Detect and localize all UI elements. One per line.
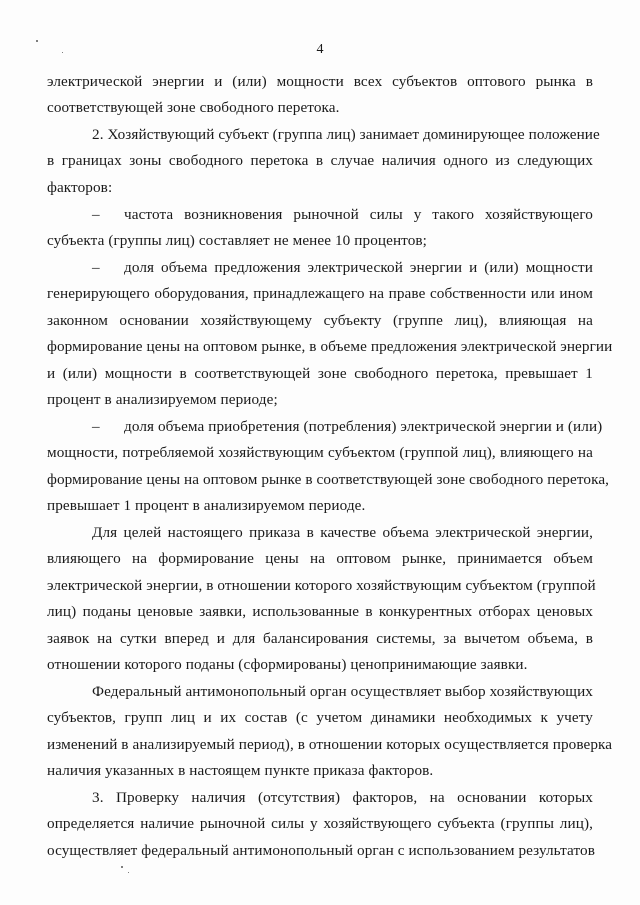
line-text: мощности, потребляемой хозяйствующим субъектом (группой лиц), влияющего на — [47, 444, 593, 461]
line-text: 2. Хозяйствующий субъект (группа лиц) занимает доминирующее положение — [92, 126, 600, 143]
line-text: заявок на сутки вперед и для балансирования системы, за вычетом объема, в — [47, 630, 593, 647]
list-dash: – — [92, 418, 100, 435]
line-text: формирование цены на оптовом рынке, в объеме предложения электрической энергии — [47, 338, 613, 355]
text-line — [47, 735, 613, 755]
text-line — [47, 576, 596, 596]
line-text: частота возникновения рыночной силы у такого хозяйствующего — [124, 206, 593, 223]
text-line — [92, 523, 593, 543]
line-text: Для целей настоящего приказа в качестве объема электрической энергии, — [92, 524, 593, 541]
line-text: Федеральный антимонопольный орган осуществляет выбор хозяйствующих — [92, 683, 593, 700]
text-line — [47, 841, 593, 861]
text-line — [47, 311, 593, 331]
line-text: факторов: — [47, 179, 113, 196]
text-line — [47, 231, 593, 251]
line-text: формирование цены на оптовом рынке в соответствующей зоне свободного перетока, — [47, 471, 610, 488]
text-line — [47, 390, 593, 410]
line-text: электрической энергии и (или) мощности всех субъектов оптового рынка в — [47, 73, 593, 90]
line-text: изменений в анализируемый период), в отношении которых осуществляется проверка — [47, 736, 613, 753]
scan-speck — [62, 52, 63, 53]
text-line — [47, 708, 593, 728]
text-line — [47, 470, 610, 490]
line-text: и (или) мощности в соответствующей зоне свободного перетока, превышает 1 — [47, 365, 593, 382]
text-line — [47, 629, 593, 649]
text-line — [47, 151, 593, 171]
text-line — [47, 284, 593, 304]
line-text: определяется наличие рыночной силы у хозяйствующего субъекта (группы лиц), — [47, 815, 593, 832]
line-text: электрической энергии, в отношении которого хозяйствующим субъектом (группой — [47, 577, 596, 594]
line-text: отношении которого поданы (сформированы) ценопринимающие заявки. — [47, 656, 528, 673]
line-text: в границах зоны свободного перетока в случае наличия одного из следующих — [47, 152, 593, 169]
scan-speck — [121, 866, 123, 868]
line-text: генерирующего оборудования, принадлежащего на праве собственности или ином — [47, 285, 593, 302]
text-line — [47, 364, 593, 384]
text-line — [47, 72, 593, 92]
line-text: наличия указанных в настоящем пункте приказа факторов. — [47, 762, 434, 779]
line-text: субъекта (группы лиц) составляет не менее 10 процентов; — [47, 232, 428, 249]
line-text: процент в анализируемом периоде; — [47, 391, 278, 408]
text-line — [47, 178, 593, 198]
text-line — [47, 655, 593, 675]
text-line — [47, 496, 593, 516]
scan-speck — [128, 872, 129, 873]
line-text: лиц) поданы ценовые заявки, использованные в конкурентных отборах ценовых — [47, 603, 593, 620]
line-text: превышает 1 процент в анализируемом периоде. — [47, 497, 366, 514]
text-line — [92, 682, 593, 702]
list-dash: – — [92, 259, 100, 276]
line-text: влияющего на формирование цены на оптовом рынке, принимается объем — [47, 550, 593, 567]
text-line — [47, 602, 593, 622]
text-line — [47, 549, 593, 569]
page-number: 4 — [316, 42, 324, 57]
text-line — [47, 814, 593, 834]
line-text: законном основании хозяйствующему субъекту (группе лиц), влияющая на — [47, 312, 593, 329]
line-text: 3. Проверку наличия (отсутствия) факторов, на основании которых — [92, 789, 593, 806]
text-line — [92, 788, 593, 808]
line-text: осуществляет федеральный антимонопольный орган с использованием результатов — [47, 842, 595, 859]
line-text: доля объема приобретения (потребления) электрической энергии и (или) — [124, 418, 603, 435]
list-dash: – — [92, 206, 100, 223]
line-text: соответствующей зоне свободного перетока. — [47, 99, 340, 116]
text-line — [47, 337, 613, 357]
text-line — [92, 258, 593, 278]
text-line — [92, 125, 600, 145]
text-line — [92, 205, 593, 225]
text-line — [47, 98, 593, 118]
line-text: субъектов, групп лиц и их состав (с учетом динамики необходимых к учету — [47, 709, 593, 726]
text-line — [47, 443, 593, 463]
line-text: доля объема предложения электрической энергии и (или) мощности — [124, 259, 593, 276]
scan-speck — [36, 40, 38, 42]
text-line — [92, 417, 603, 437]
text-line — [47, 761, 593, 781]
